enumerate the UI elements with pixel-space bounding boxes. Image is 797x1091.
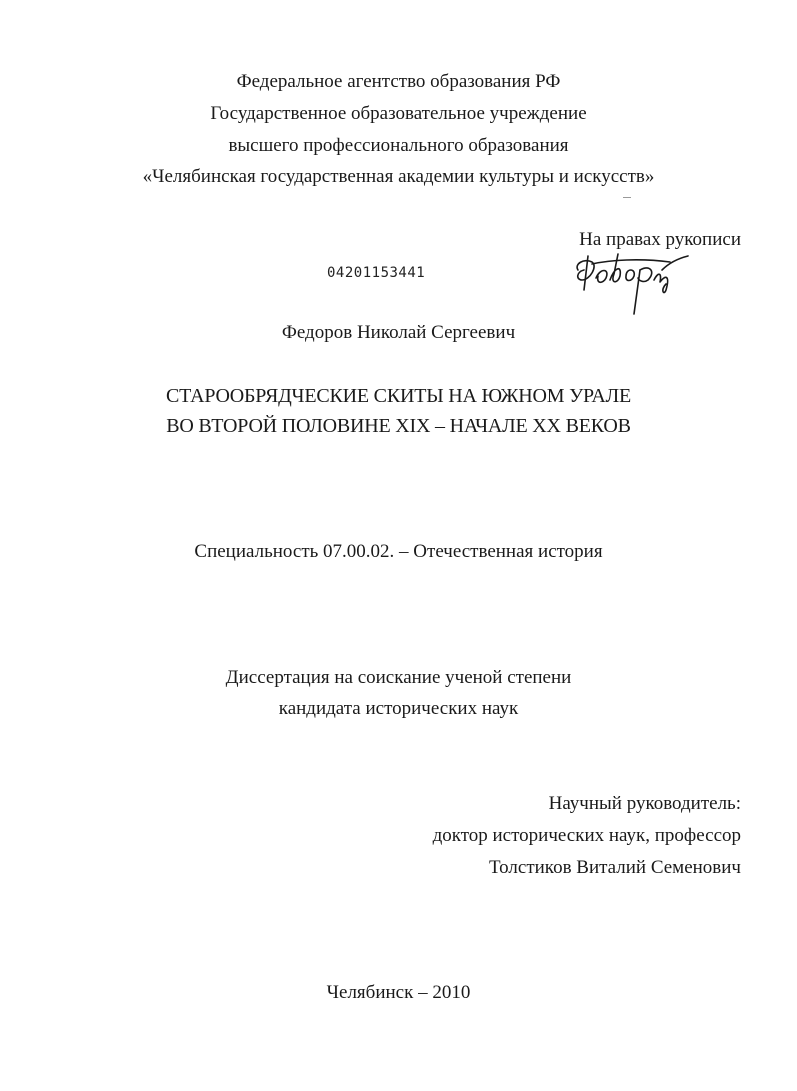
city-year: Челябинск – 2010 (326, 982, 471, 1003)
signature-stroke (610, 254, 620, 282)
manuscript-note: На правах рукописи (579, 229, 741, 250)
scan-mark (623, 197, 631, 198)
signature-stroke (654, 274, 668, 292)
document-code: 04201153441 (327, 265, 426, 281)
signature-stroke (596, 271, 607, 283)
education-level-line: высшего профессионального образования (228, 135, 569, 156)
signature-stroke (626, 270, 634, 281)
academy-name-line: «Челябинская государственная академии культуры и искусств» (142, 166, 655, 187)
dissertation-title-line-1: СТАРООБРЯДЧЕСКИЕ СКИТЫ НА ЮЖНОМ УРАЛЕ (165, 385, 632, 407)
ministry-line: Федеральное агентство образования РФ (236, 71, 561, 92)
signature-stroke (634, 270, 640, 314)
signature-stroke (662, 256, 688, 270)
supervisor-title: доктор исторических наук, профессор (432, 825, 741, 846)
specialty: Специальность 07.00.02. – Отечественная история (194, 541, 603, 562)
degree-line-2: кандидата исторических наук (278, 698, 519, 719)
handwritten-signature (570, 250, 690, 318)
dissertation-title-line-2: ВО ВТОРОЙ ПОЛОВИНЕ XIX – НАЧАЛЕ XX ВЕКОВ (166, 415, 631, 437)
signature-stroke (592, 260, 670, 264)
supervisor-name: Толстиков Виталий Семенович (488, 857, 741, 878)
degree-line-1: Диссертация на соискание ученой степени (225, 667, 572, 688)
institution-type-line: Государственное образовательное учреждение (210, 103, 587, 124)
supervisor-label: Научный руководитель: (548, 793, 741, 814)
author-name: Федоров Николай Сергеевич (281, 322, 516, 343)
